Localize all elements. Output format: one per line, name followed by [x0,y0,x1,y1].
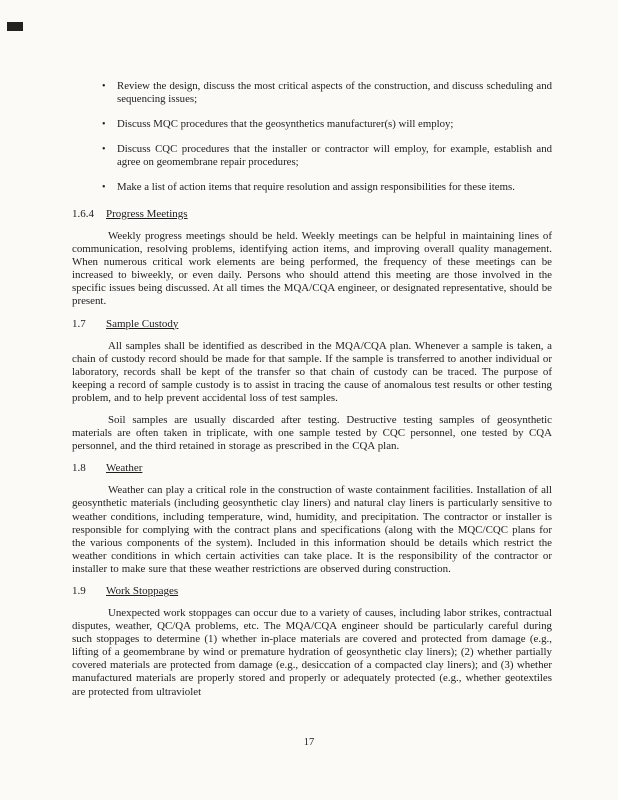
section-title: Progress Meetings [106,208,188,220]
bullet-icon: • [102,81,106,92]
section-title: Weather [106,462,143,475]
bullet-item [100,181,552,194]
section-number: 1.9 [72,584,86,597]
section-heading [72,585,552,598]
section-work-stoppages [72,585,552,699]
section-number: 1.6.4 [72,208,94,220]
section-title: Work Stoppages [106,584,179,597]
scan-artifact [7,22,23,31]
page-number: 17 [303,737,315,748]
paragraph: Unexpected work stoppages can occur due to a variety of causes, including labor strikes, contractual disputes, weather, QC/QA problems, etc. The MQA/CQA engineer should be particularly careful during such stoppages to determine (1) whether in-place materials are covered and protected from damage (e.g., lifting of a geomembrane by wind or premature hydration of geosynthetic clay liners); (2) whether partially covered materials are protected from damage (e.g., desiccation of a compacted clay liners); and (3) whether manufactured materials are properly stored and properly or adequately protected (e.g., whether geotextiles are protected from ultraviolet [72,606,552,698]
paragraph: Weather can play a critical role in the construction of waste containment facilities. Installation of all geosynthetic materials (including geosynthetic clay liners) and natural clay liners is particularly sensitive to weather conditions, including temperature, wind, humidity, and precipitation. The contractor or installer is responsible for complying with the contract plans and specifications (along with the MQC/CQC plans for the various components of the system). Included in this information should be details which restrict the weather conditions in which certain activities can take place. It is the responsibility of the contractor or installer to make sure that these weather restrictions are observed during construction. [72,484,552,575]
section-weather [72,462,552,576]
bullet-icon: • [102,182,106,193]
section-heading [72,462,552,475]
section-heading [72,208,552,221]
paragraph: Soil samples are usually discarded after testing. Destructive testing samples of geosynthetic materials are often taken in triplicate, with one sample tested by CQC personnel, one tested by CQA personnel, and the third retained in storage as prescribed in the CQA plan. [72,414,552,453]
bullet-text: Review the design, discuss the most critical aspects of the construction, and discuss scheduling and sequencing issues; [117,80,552,105]
section-sample-custody [72,318,552,454]
bullet-item [100,118,552,131]
section-heading [72,318,552,331]
paragraph: Weekly progress meetings should be held. Weekly meetings can be helpful in maintaining lines of communication, resolving problems, identifying action items, and improving overall quality management. When numerous critical work elements are being performed, the frequency of these meetings can be increased to biweekly, or even daily. Persons who should attend this meeting are those involved in the specific issues being discussed. At all times the MQA/CQA engineer, or designated representative, should be present. [72,230,552,308]
section-title: Sample Custody [106,317,179,330]
paragraph: All samples shall be identified as described in the MQA/CQA plan. Whenever a sample is taken, a chain of custody record should be made for that sample. If the sample is transferred to another individual or laboratory, records shall be kept of the transfer so that chain of custody can be traced. The purpose of keeping a record of sample custody is to assist in tracing the cause of anomalous test results or other testing problem, and to help prevent accidental loss of test samples. [72,339,552,404]
bullet-text: Discuss CQC procedures that the installer or contractor will employ, for example, establish and agree on geomembrane repair procedures; [117,143,552,168]
section-number: 1.8 [72,462,86,475]
bullet-list [100,80,552,194]
bullet-icon: • [102,119,106,130]
bullet-item [100,143,552,169]
bullet-text: Discuss MQC procedures that the geosynthetics manufacturer(s) will employ; [117,118,454,130]
bullet-icon: • [102,144,106,155]
bullet-text: Make a list of action items that require resolution and assign responsibilities for these items. [117,181,515,193]
bullet-item [100,80,552,106]
section-number: 1.7 [72,317,86,330]
section-progress-meetings [72,208,552,309]
